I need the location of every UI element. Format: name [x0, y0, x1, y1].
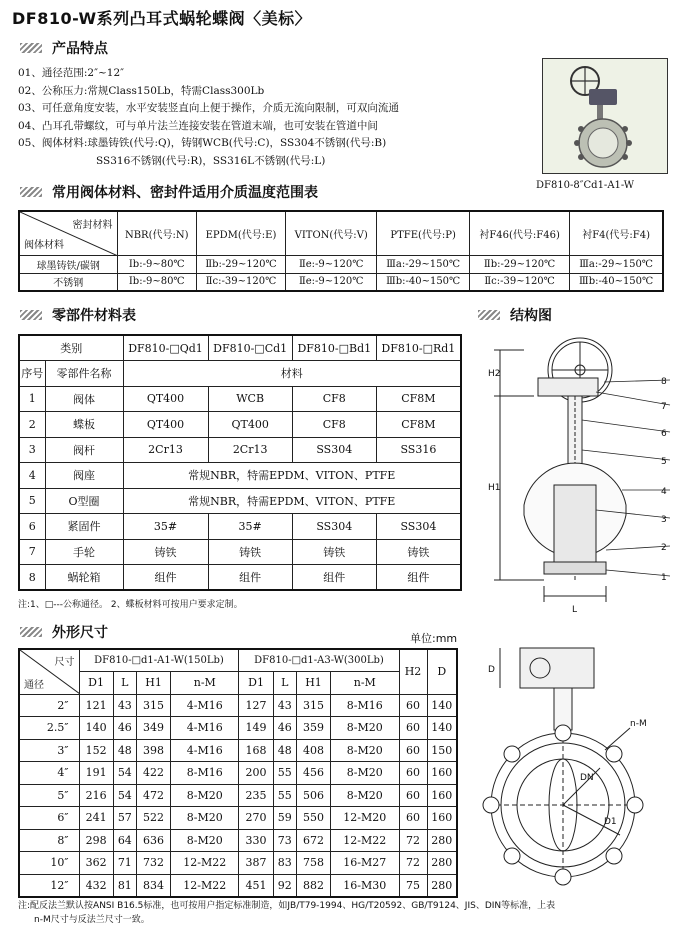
table-row [19, 273, 663, 291]
table-cell: 330 [239, 829, 273, 852]
corner-top-label: 密封材料 [72, 220, 113, 231]
table-cell: 54 [113, 784, 136, 807]
table-cell: 8-M16 [171, 762, 239, 785]
table-cell: 2Cr13 [123, 437, 208, 463]
parts-material-table [18, 334, 462, 591]
table-cell: 12-M20 [331, 807, 399, 830]
row-no: 3 [19, 437, 45, 463]
group-300lb-header: DF810-□d1-A3-W(300Lb) [239, 649, 399, 672]
table-cell: 组件 [123, 565, 208, 591]
row-no: 8 [19, 565, 45, 591]
features-list [18, 65, 399, 170]
type-header: DF810-□Bd1 [292, 335, 376, 361]
size-cell: 12″ [19, 874, 79, 897]
outline-nm-label: n-M [630, 719, 647, 729]
row-no: 4 [19, 463, 45, 489]
dim-h2-label: H2 [488, 369, 501, 379]
table-row [19, 437, 461, 463]
table-row [19, 852, 457, 875]
feature-item: 02、公称压力:常规Class150Lb，特需Class300Lb [18, 84, 265, 97]
table-cell-span: 常规NBR，特需EPDM、VITON、PTFE [123, 463, 461, 489]
table-cell: 55 [273, 762, 296, 785]
table-cell: 75 [399, 874, 427, 897]
table-row [19, 565, 461, 591]
table-cell: 55 [273, 784, 296, 807]
outline-dn-label: DN [580, 773, 594, 783]
row-label: 不锈钢 [19, 273, 117, 291]
outline-d-label: D [488, 665, 495, 675]
sub-header: L [113, 672, 136, 695]
table-cell: 387 [239, 852, 273, 875]
table-cell: 408 [296, 739, 330, 762]
row-no: 5 [19, 488, 45, 514]
feature-item: 04、凸耳孔带螺纹，可与单片法兰连接安装在管道末端，也可安装在管道中间 [18, 119, 378, 132]
table-row [19, 539, 461, 565]
table-cell: 60 [399, 784, 427, 807]
section-stripe-icon [20, 43, 42, 53]
table-cell: SS304 [292, 514, 376, 540]
table-cell: 422 [136, 762, 170, 785]
section-features-title: 产品特点 [52, 41, 108, 57]
table-row [19, 784, 457, 807]
table-cell: 506 [296, 784, 330, 807]
table-cell: 160 [427, 762, 457, 785]
sub-header: n-M [171, 672, 239, 695]
table-cell: 铸铁 [376, 539, 461, 565]
outline-drawing [480, 640, 674, 890]
table-row [19, 694, 457, 717]
table-cell: 152 [79, 739, 113, 762]
sub-header: L [273, 672, 296, 695]
table-cell: 359 [296, 717, 330, 740]
dimension-table [18, 648, 458, 898]
table-corner-cell [19, 649, 79, 694]
table-cell: 149 [239, 717, 273, 740]
row-label: 球墨铸铁/碳钢 [19, 255, 117, 273]
table-corner-cell [19, 211, 117, 255]
table-row [19, 874, 457, 897]
table-cell: 8-M20 [171, 807, 239, 830]
table-cell: QT400 [123, 412, 208, 438]
table-cell: 组件 [376, 565, 461, 591]
table-cell: Ⅲb:-40~150℃ [570, 273, 663, 291]
table-cell: 398 [136, 739, 170, 762]
corner-top-label: 尺寸 [54, 657, 75, 668]
header-cell: NBR(代号:N) [117, 211, 196, 255]
table-cell: 298 [79, 829, 113, 852]
table-cell: 349 [136, 717, 170, 740]
table-cell: 16-M27 [331, 852, 399, 875]
table-cell: 140 [427, 694, 457, 717]
table-cell: WCB [208, 386, 292, 412]
structure-label: 7 [661, 402, 667, 412]
structure-label: 8 [661, 377, 667, 387]
table-cell: 铸铁 [123, 539, 208, 565]
size-cell: 10″ [19, 852, 79, 875]
photo-caption: DF810-8″Cd1-A1-W [536, 180, 635, 191]
size-cell: 5″ [19, 784, 79, 807]
table-cell: 550 [296, 807, 330, 830]
table-cell: SS304 [292, 437, 376, 463]
table-cell: 758 [296, 852, 330, 875]
table-cell: Ⅲa:-29~150℃ [377, 255, 470, 273]
table-cell: SS316 [376, 437, 461, 463]
table-cell: CF8M [376, 386, 461, 412]
table-cell: Ⅱb:-29~120℃ [196, 255, 285, 273]
table-cell: 200 [239, 762, 273, 785]
table-cell: 150 [427, 739, 457, 762]
h2-header: H2 [399, 649, 427, 694]
structure-label: 6 [661, 429, 667, 439]
table-cell: 35# [123, 514, 208, 540]
col-name-header: 零部件名称 [45, 361, 123, 387]
table-row [19, 807, 457, 830]
table-row [19, 829, 457, 852]
table-cell: 35# [208, 514, 292, 540]
row-name: 阀座 [45, 463, 123, 489]
size-cell: 4″ [19, 762, 79, 785]
table-cell: 铸铁 [208, 539, 292, 565]
table-cell: SS304 [376, 514, 461, 540]
structure-label: 3 [661, 515, 667, 525]
dim-l-label: L [572, 605, 578, 615]
table-cell: Ⅲa:-29~150℃ [570, 255, 663, 273]
table-cell: Ⅱc:-39~120℃ [196, 273, 285, 291]
header-cell: 衬F46(代号:F46) [469, 211, 569, 255]
dimension-note-line1: 注:配反法兰默认按ANSI B16.5标准，也可按用户指定标准制造，如JB/T79-1994、HG/T20592、GB/T9124、JIS、DIN等标准，上表 [18, 901, 556, 911]
section-stripe-icon [20, 187, 42, 197]
table-cell: 8-M20 [171, 829, 239, 852]
section-stripe-icon [20, 627, 42, 637]
table-cell: Ⅱb:-29~120℃ [469, 255, 569, 273]
table-cell: 46 [273, 717, 296, 740]
table-cell: 43 [273, 694, 296, 717]
table-row [19, 514, 461, 540]
row-name: 蝶板 [45, 412, 123, 438]
page-title: DF810-W系列凸耳式蜗轮蝶阀〈美标〉 [12, 9, 312, 28]
structure-label: 2 [661, 543, 667, 553]
table-row [19, 488, 461, 514]
table-cell: 54 [113, 762, 136, 785]
table-cell: Ⅱe:-9~120℃ [286, 273, 377, 291]
table-cell: 191 [79, 762, 113, 785]
row-name: O型圈 [45, 488, 123, 514]
table-cell: 140 [427, 717, 457, 740]
table-cell: 57 [113, 807, 136, 830]
table-cell: 235 [239, 784, 273, 807]
section-features-heading [20, 38, 108, 58]
table-cell: Ⅲb:-40~150℃ [377, 273, 470, 291]
table-cell: 48 [113, 739, 136, 762]
table-cell: Ⅰb:-9~80℃ [117, 255, 196, 273]
section-stripe-icon [478, 310, 500, 320]
table-cell: 160 [427, 784, 457, 807]
table-cell: 12-M22 [331, 829, 399, 852]
size-cell: 2″ [19, 694, 79, 717]
unit-label: 单位:mm [410, 632, 458, 645]
type-header: DF810-□Cd1 [208, 335, 292, 361]
table-cell: 43 [113, 694, 136, 717]
section-parts-title: 零部件材料表 [52, 308, 136, 324]
table-cell-span: 常规NBR，特需EPDM、VITON、PTFE [123, 488, 461, 514]
table-cell: 60 [399, 694, 427, 717]
table-cell: CF8 [292, 412, 376, 438]
table-cell: 60 [399, 762, 427, 785]
outline-d1-label: D1 [604, 817, 617, 827]
table-cell: 72 [399, 829, 427, 852]
table-cell: 12-M22 [171, 852, 239, 875]
table-cell: 456 [296, 762, 330, 785]
table-cell: 168 [239, 739, 273, 762]
sub-header: H1 [296, 672, 330, 695]
table-cell: Ⅱe:-9~120℃ [286, 255, 377, 273]
table-row [19, 739, 457, 762]
sub-header: n-M [331, 672, 399, 695]
size-cell: 3″ [19, 739, 79, 762]
header-cell: 衬F4(代号:F4) [570, 211, 663, 255]
table-cell: 241 [79, 807, 113, 830]
type-header: DF810-□Qd1 [123, 335, 208, 361]
table-cell: 46 [113, 717, 136, 740]
table-cell: 8-M20 [331, 717, 399, 740]
table-row [19, 762, 457, 785]
table-cell: 8-M20 [171, 784, 239, 807]
type-label: 类别 [19, 335, 123, 361]
size-cell: 2.5″ [19, 717, 79, 740]
structure-drawing [484, 330, 674, 620]
size-cell: 8″ [19, 829, 79, 852]
table-cell: CF8 [292, 386, 376, 412]
section-dimensions-title: 外形尺寸 [52, 625, 108, 641]
sub-header: D1 [239, 672, 273, 695]
table-cell: 铸铁 [292, 539, 376, 565]
section-structure-title: 结构图 [510, 308, 552, 324]
table-cell: 280 [427, 874, 457, 897]
row-no: 6 [19, 514, 45, 540]
feature-item: 05、阀体材料:球墨铸铁(代号:Q)，铸钢WCB(代号:C)，SS304不锈钢(代号:B) [18, 137, 387, 149]
table-cell: 59 [273, 807, 296, 830]
table-cell: 73 [273, 829, 296, 852]
table-cell: 315 [136, 694, 170, 717]
col-no-header: 序号 [19, 361, 45, 387]
table-cell: 71 [113, 852, 136, 875]
table-cell: 8-M16 [331, 694, 399, 717]
corner-bottom-label: 阀体材料 [24, 239, 64, 251]
row-no: 7 [19, 539, 45, 565]
row-name: 手轮 [45, 539, 123, 565]
table-cell: QT400 [208, 412, 292, 438]
table-row [19, 412, 461, 438]
table-cell: 140 [79, 717, 113, 740]
table-cell: 8-M20 [331, 784, 399, 807]
table-cell: 60 [399, 739, 427, 762]
table-cell: 270 [239, 807, 273, 830]
table-cell: 636 [136, 829, 170, 852]
table-cell: 12-M22 [171, 874, 239, 897]
table-row [19, 717, 457, 740]
table-cell: 280 [427, 852, 457, 875]
feature-item: SS316不锈钢(代号:R)，SS316L不锈钢(代号:L) [96, 154, 326, 167]
table-cell: 362 [79, 852, 113, 875]
row-name: 阀体 [45, 386, 123, 412]
sub-header: D1 [79, 672, 113, 695]
header-cell: PTFE(代号:P) [377, 211, 470, 255]
table-cell: 834 [136, 874, 170, 897]
table-cell: 522 [136, 807, 170, 830]
header-cell: EPDM(代号:E) [196, 211, 285, 255]
dimension-note-line2: n-M尺寸与反法兰尺寸一致。 [34, 915, 150, 925]
feature-item: 01、通径范围:2″~12″ [18, 67, 125, 79]
table-cell: CF8M [376, 412, 461, 438]
table-cell: 672 [296, 829, 330, 852]
row-name: 紧固件 [45, 514, 123, 540]
table-row [19, 255, 663, 273]
table-cell: 81 [113, 874, 136, 897]
group-150lb-header: DF810-□d1-A1-W(150Lb) [79, 649, 239, 672]
table-cell: 121 [79, 694, 113, 717]
row-name: 阀杆 [45, 437, 123, 463]
table-cell: 92 [273, 874, 296, 897]
table-cell: 60 [399, 807, 427, 830]
dim-h1-label: H1 [488, 483, 501, 493]
section-structure-heading [478, 305, 552, 325]
table-cell: 组件 [292, 565, 376, 591]
table-cell: 882 [296, 874, 330, 897]
table-cell: 280 [427, 829, 457, 852]
table-cell: 48 [273, 739, 296, 762]
table-cell: 315 [296, 694, 330, 717]
table-cell: Ⅰb:-9~80℃ [117, 273, 196, 291]
table-cell: 4-M16 [171, 739, 239, 762]
table-cell: 60 [399, 717, 427, 740]
table-cell: 451 [239, 874, 273, 897]
table-cell: 16-M30 [331, 874, 399, 897]
table-cell: 2Cr13 [208, 437, 292, 463]
table-cell: 8-M20 [331, 762, 399, 785]
table-row [19, 463, 461, 489]
table-cell: 83 [273, 852, 296, 875]
structure-label: 1 [661, 573, 667, 583]
table-cell: 732 [136, 852, 170, 875]
table-cell: 160 [427, 807, 457, 830]
row-no: 2 [19, 412, 45, 438]
corner-bottom-label: 通径 [24, 679, 44, 691]
table-row [19, 386, 461, 412]
sub-header: H1 [136, 672, 170, 695]
parts-note: 注:1、□---公称通径。 2、蝶板材料可按用户要求定制。 [18, 600, 243, 610]
d-header: D [427, 649, 457, 694]
section-materials-heading [20, 182, 318, 202]
table-cell: 472 [136, 784, 170, 807]
table-cell: 72 [399, 852, 427, 875]
section-dimensions-heading [20, 622, 108, 642]
valve-photo-icon [543, 59, 667, 173]
row-no: 1 [19, 386, 45, 412]
table-cell: 64 [113, 829, 136, 852]
size-cell: 6″ [19, 807, 79, 830]
structure-label: 4 [661, 487, 667, 497]
table-cell: 组件 [208, 565, 292, 591]
table-cell: 432 [79, 874, 113, 897]
feature-item: 03、可任意角度安装，水平安装竖直向上便于操作，介质无流向限制，可双向流通 [18, 102, 399, 114]
header-cell: VITON(代号:V) [286, 211, 377, 255]
dimension-rows [19, 694, 457, 897]
table-cell: QT400 [123, 386, 208, 412]
table-cell: 4-M16 [171, 717, 239, 740]
table-cell: 127 [239, 694, 273, 717]
table-cell: 8-M20 [331, 739, 399, 762]
table-cell: 216 [79, 784, 113, 807]
section-parts-heading [20, 305, 136, 325]
type-header: DF810-□Rd1 [376, 335, 461, 361]
section-stripe-icon [20, 310, 42, 320]
table-cell: Ⅱc:-39~120℃ [469, 273, 569, 291]
table-cell: 4-M16 [171, 694, 239, 717]
col-material-header: 材料 [123, 361, 461, 387]
row-name: 蜗轮箱 [45, 565, 123, 591]
section-materials-title: 常用阀体材料、密封件适用介质温度范围表 [52, 185, 318, 201]
structure-label: 5 [661, 457, 667, 467]
product-photo [542, 58, 668, 174]
material-temperature-table [18, 210, 664, 292]
